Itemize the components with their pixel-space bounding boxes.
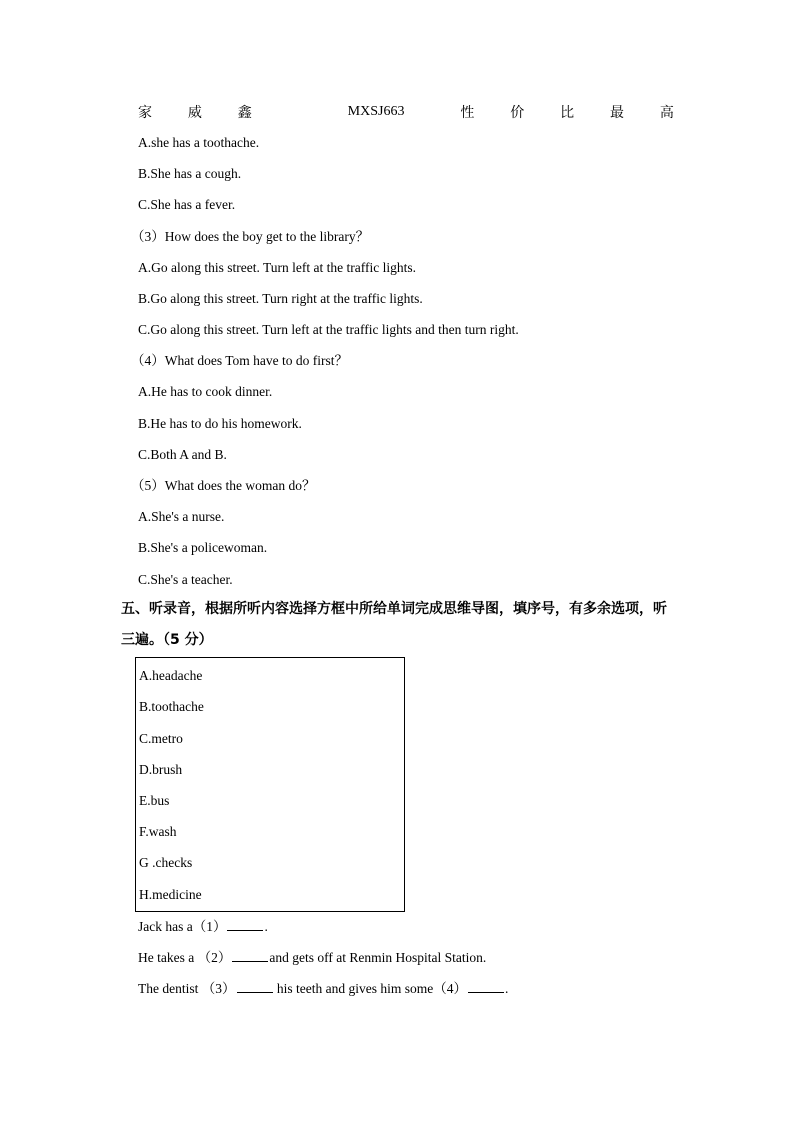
header-char: 鑫: [237, 106, 252, 121]
answer-blank-1[interactable]: [227, 918, 263, 931]
q2-option-a: A.she has a toothache.: [138, 135, 260, 150]
word-option: F.wash: [139, 824, 177, 839]
q5-question: （5）What does the woman do？: [131, 478, 316, 493]
q3-question: （3）How does the boy get to the library？: [131, 229, 370, 244]
header-char: 价: [510, 106, 525, 121]
sentence-2-text: He takes a （2）: [138, 950, 232, 965]
header-model: MXSJ663: [347, 104, 405, 119]
q5-option-b: B.She's a policewoman.: [138, 540, 268, 555]
word-option: D.brush: [139, 762, 183, 777]
word-option: A.headache: [139, 668, 203, 683]
sentence-3-mid: his teeth and gives him some（4）: [273, 981, 467, 996]
header-char: 比: [560, 106, 575, 121]
word-option: G .checks: [139, 855, 193, 870]
q3-option-c: C.Go along this street. Turn left at the traffic lights and then turn right.: [138, 322, 519, 337]
answer-blank-2[interactable]: [232, 949, 268, 962]
q4-option-a: A.He has to cook dinner.: [138, 384, 273, 399]
header-char: 性: [460, 106, 475, 121]
sentence-2-end: and gets off at Renmin Hospital Station.: [269, 950, 487, 965]
word-option: C.metro: [139, 731, 183, 746]
q2-option-b: B.She has a cough.: [138, 166, 242, 181]
word-bank-box: [135, 657, 405, 912]
header-char: 高: [659, 106, 674, 121]
word-option: E.bus: [139, 793, 170, 808]
answer-blank-4[interactable]: [468, 980, 504, 993]
word-option: B.toothache: [139, 699, 204, 714]
q5-option-c: C.She's a teacher.: [138, 572, 233, 587]
sentence-1-end: .: [264, 919, 268, 934]
q5-option-a: A.She's a nurse.: [138, 509, 225, 524]
sentence-3-end: .: [504, 981, 509, 996]
q4-option-c: C.Both A and B.: [138, 447, 227, 462]
answer-blank-3[interactable]: [237, 980, 273, 993]
header-char: 威: [187, 106, 202, 121]
sentence-2: [138, 949, 486, 967]
section-five-line1: 五、听录音，根据所听内容选择方框中所给单词完成思维导图，填序号，有多余选项，听: [121, 601, 667, 617]
q4-question: （4）What does Tom have to do first？: [131, 353, 349, 368]
sentence-1: [138, 918, 268, 936]
q4-option-b: B.He has to do his homework.: [138, 416, 302, 431]
q2-option-c: C.She has a fever.: [138, 197, 236, 212]
q3-option-b: B.Go along this street. Turn right at the traffic lights.: [138, 291, 423, 306]
page-header: [138, 101, 674, 123]
sentence-3: [138, 980, 508, 998]
section-five-line2: 三遍。（5 分）: [121, 632, 213, 648]
header-char: 最: [610, 106, 625, 121]
sentence-1-text: Jack has a（1）: [138, 919, 227, 934]
header-char: 家: [138, 106, 152, 121]
q3-option-a: A.Go along this street. Turn left at the traffic lights.: [138, 260, 416, 275]
word-option: H.medicine: [139, 887, 202, 902]
section-five-heading: [121, 594, 677, 656]
sentence-3-text: The dentist （3）: [138, 981, 236, 996]
